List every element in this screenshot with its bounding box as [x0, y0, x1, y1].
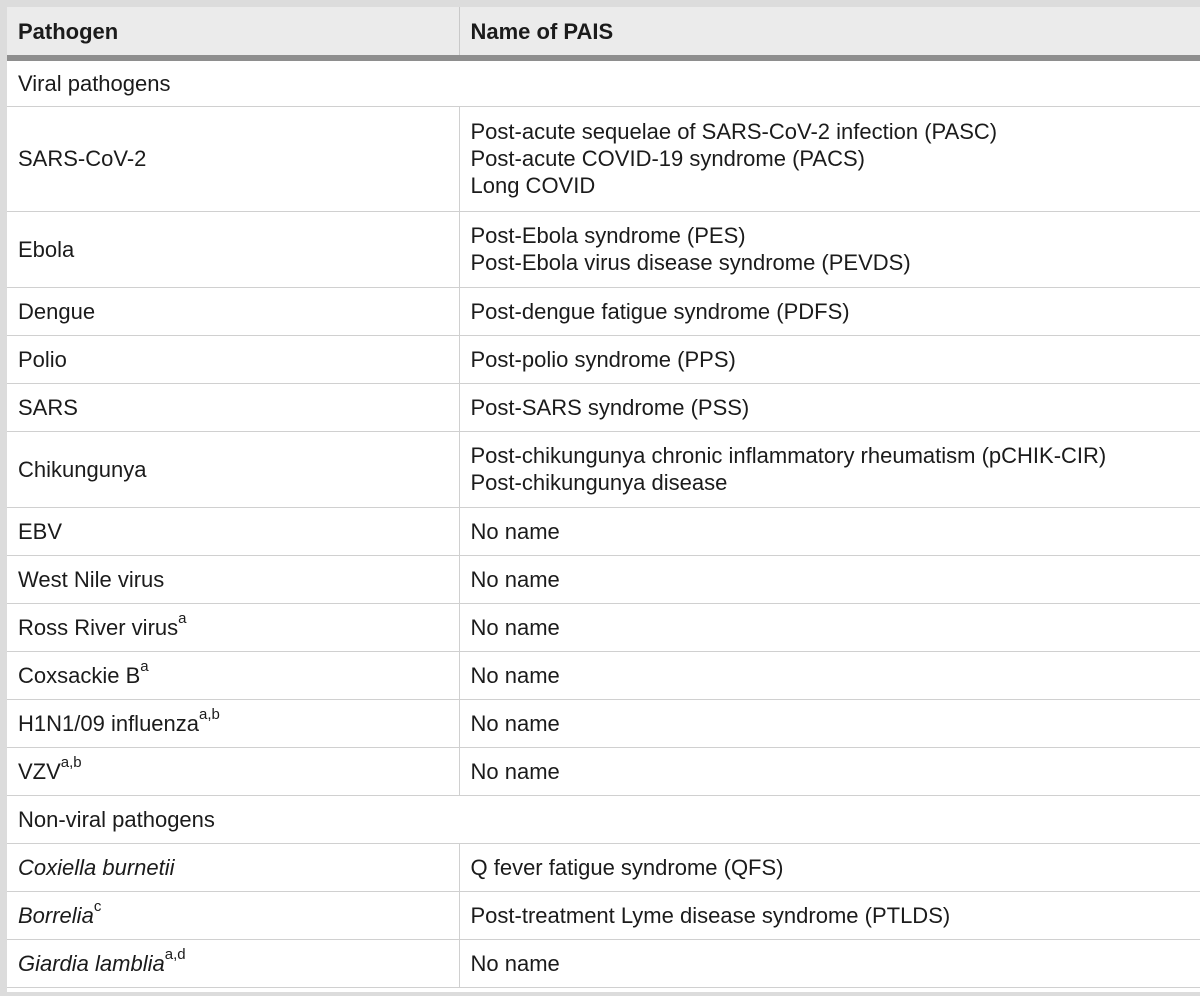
pais-name-cell: No name	[459, 699, 1200, 747]
pathogen-cell: Coxiella burnetii	[7, 843, 459, 891]
pathogen-cell: West Nile virus	[7, 555, 459, 603]
table-row	[7, 106, 1200, 211]
pais-name-cell: Post-treatment Lyme disease syndrome (PTLDS)	[459, 891, 1200, 939]
table-row	[7, 555, 1200, 603]
pathogen-cell: Chikungunya	[7, 431, 459, 507]
table-row	[7, 211, 1200, 287]
table-row	[7, 335, 1200, 383]
pathogen-cell: Polio	[7, 335, 459, 383]
table-row	[7, 431, 1200, 507]
footnote-marker: a,d	[164, 946, 186, 964]
pathogen-cell: Giardia lamblia$^{a,d}$	[7, 939, 459, 987]
pais-name-cell: No name	[459, 939, 1200, 987]
table-row	[7, 603, 1200, 651]
pais-name-cell: No name	[459, 603, 1200, 651]
table-row	[7, 747, 1200, 795]
table-row	[7, 287, 1200, 335]
pais-table	[7, 7, 1200, 988]
table-row	[7, 699, 1200, 747]
group-row-viral	[7, 58, 1200, 106]
table-row	[7, 891, 1200, 939]
pathogen-cell: SARS-CoV-2	[7, 106, 459, 211]
pathogen-cell: Ross River virus$^a$	[7, 603, 459, 651]
footnote-marker: a	[178, 610, 187, 628]
pais-name-cell: Post-SARS syndrome (PSS)	[459, 383, 1200, 431]
table-row	[7, 939, 1200, 987]
footnote-marker: a,b	[199, 706, 220, 724]
pathogen-cell: Coxsackie $B^a$	[7, 651, 459, 699]
pathogen-cell: EBV	[7, 507, 459, 555]
pais-name-cell: No name	[459, 747, 1200, 795]
pais-name-cell: No name	[459, 555, 1200, 603]
group-row-nonviral	[7, 795, 1200, 843]
table-row	[7, 843, 1200, 891]
footnote-marker: a	[140, 658, 149, 676]
group-label: Viral pathogens	[7, 58, 1200, 106]
group-label: Non-viral pathogens	[7, 795, 1200, 843]
pais-name-cell: No name	[459, 651, 1200, 699]
table-row	[7, 507, 1200, 555]
pais-name-cell: Post-chikungunya chronic inflammatory rheumatism (pCHIK-CIR) Post-chikungunya disease	[459, 431, 1200, 507]
pathogen-cell: H1N1/09 influenza$^{a,b}$	[7, 699, 459, 747]
pathogen-cell: VZV$^{a,b}$	[7, 747, 459, 795]
header-pathogen: Pathogen	[7, 7, 459, 58]
pathogen-cell: SARS	[7, 383, 459, 431]
pais-name-cell: Post-polio syndrome (PPS)	[459, 335, 1200, 383]
pathogen-cell: Dengue	[7, 287, 459, 335]
pais-name-cell: Post-Ebola syndrome (PES) Post-Ebola virus disease syndrome (PEVDS)	[459, 211, 1200, 287]
pais-name-cell: Post-acute sequelae of SARS-CoV-2 infection (PASC) Post-acute COVID-19 syndrome (PACS) Long COVID	[459, 106, 1200, 211]
footnote-marker: c	[93, 898, 102, 916]
pais-name-cell: Post-dengue fatigue syndrome (PDFS)	[459, 287, 1200, 335]
table-row	[7, 383, 1200, 431]
pathogen-cell: Borrelia$^c$	[7, 891, 459, 939]
table-row	[7, 651, 1200, 699]
pais-name-cell: No name	[459, 507, 1200, 555]
footnote-marker: a,b	[60, 754, 82, 772]
table-header-row	[7, 7, 1200, 58]
header-pais-name: Name of PAIS	[459, 7, 1200, 58]
pais-name-cell: Q fever fatigue syndrome (QFS)	[459, 843, 1200, 891]
pathogen-cell: Ebola	[7, 211, 459, 287]
